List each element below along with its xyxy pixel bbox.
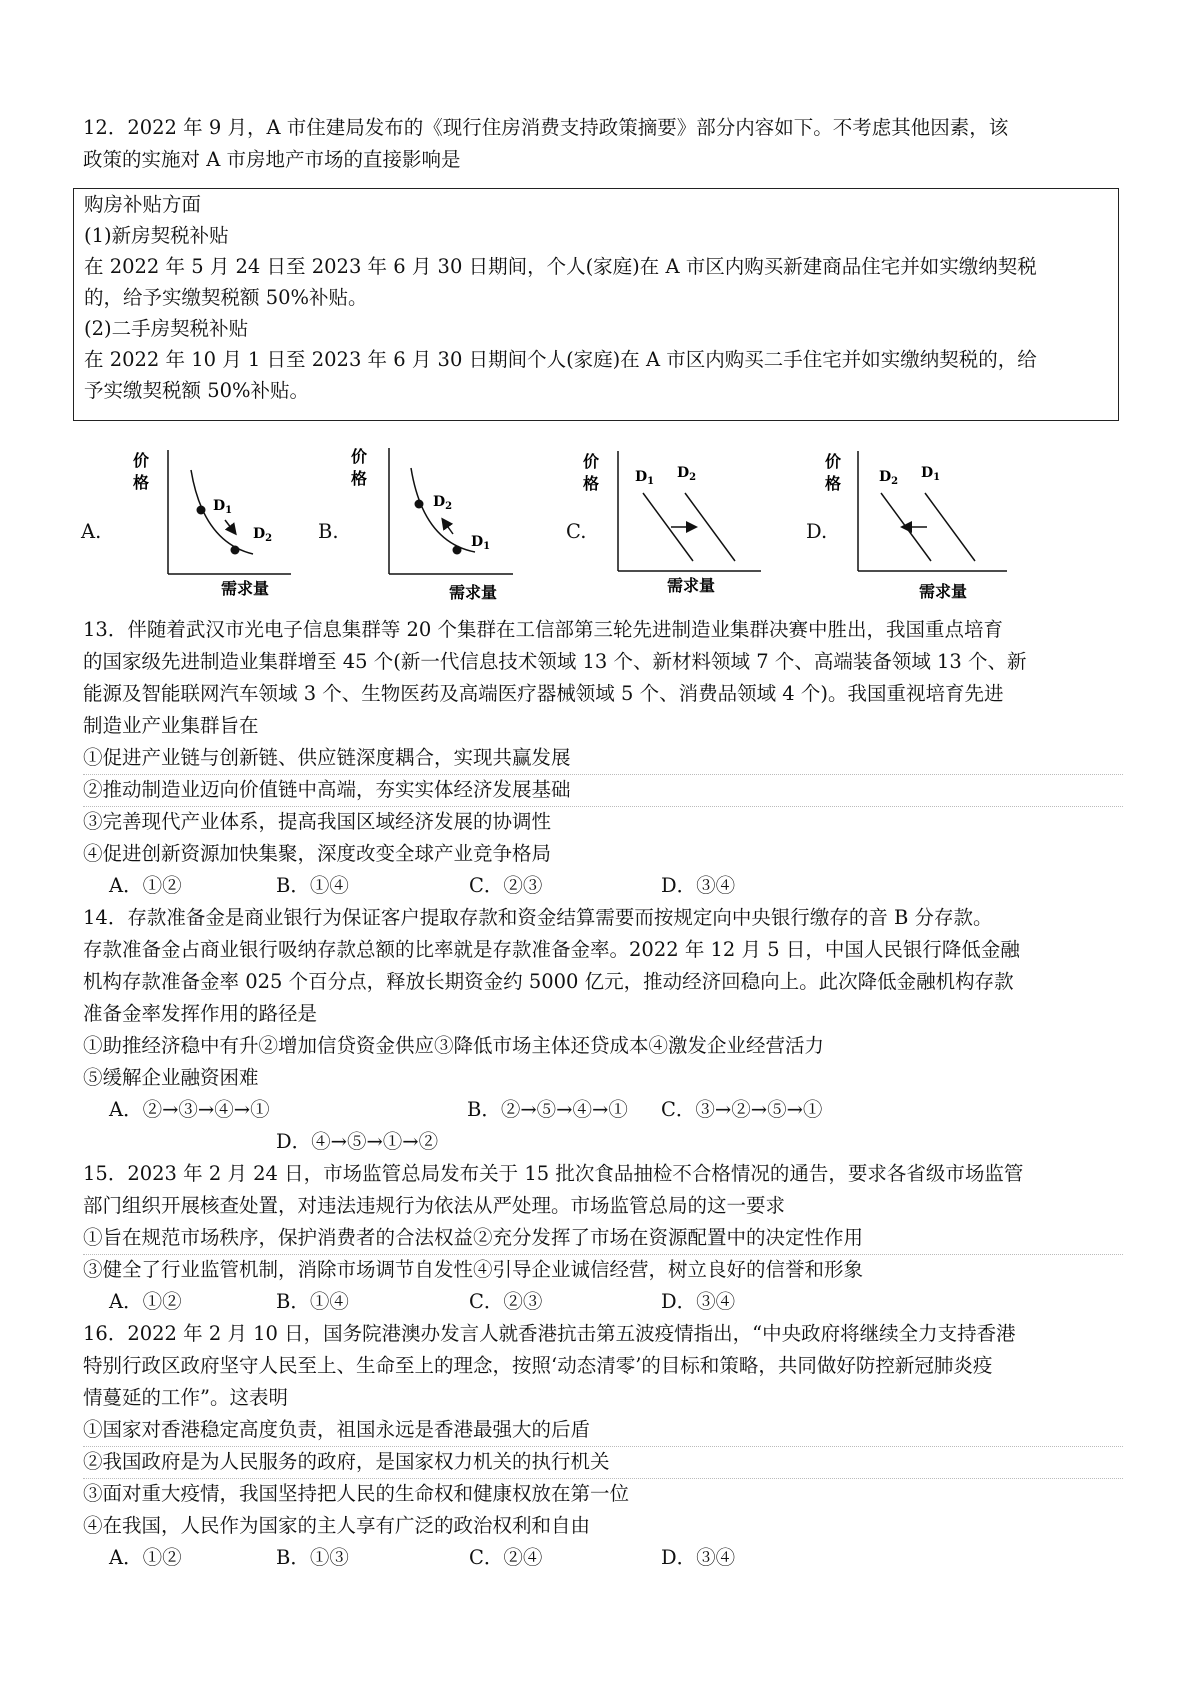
policy-item1-line2: 的，给予实缴契税额 50%补贴。 xyxy=(84,286,368,309)
q14-stem-line-4: 准备金率发挥作用的路径是 xyxy=(83,1002,318,1025)
label-d2: $D_2$ xyxy=(677,465,697,483)
q13-option-a[interactable]: A．①② xyxy=(109,874,182,897)
point-d1 xyxy=(197,506,206,515)
label-d1: $D_1$ xyxy=(635,469,655,487)
x-axis-label: 需求量 xyxy=(221,579,270,598)
q13-option-c[interactable]: C．②③ xyxy=(469,874,543,897)
q15-stem-line-2: 部门组织开展核查处置，对违法违规行为依法从严处理。市场监管总局的这一要求 xyxy=(83,1194,786,1217)
q16-option-c[interactable]: C．②④ xyxy=(469,1546,543,1569)
label-d1: $D_1$ xyxy=(213,498,233,516)
policy-item2-title: (2)二手房契税补贴 xyxy=(84,317,249,340)
label-d2: $D_2$ xyxy=(433,494,453,512)
y-axis-label: 价格 xyxy=(351,447,368,488)
label-d1: $D_1$ xyxy=(471,534,491,552)
policy-item2-line1: 在 2022 年 10 月 1 日至 2023 年 6 月 30 日期间个人(家庭)在 A 市区内购买二手住宅并如实缴纳契税的，给 xyxy=(84,348,1037,371)
graph-option-b-label: B. xyxy=(318,520,339,543)
policy-summary-box xyxy=(73,188,1119,421)
q14-option-b[interactable]: B．②→⑤→④→① xyxy=(467,1098,628,1121)
graph-option-d-label: D. xyxy=(806,520,828,543)
q14-stem-line-3: 机构存款准备金率 025 个百分点，释放长期资金约 5000 亿元，推动经济回稳向上。此次降低金融机构存款 xyxy=(83,970,1014,993)
q13-statement-2: ②推动制造业迈向价值链中高端，夯实实体经济发展基础 xyxy=(83,774,1123,807)
label-d2: $D_2$ xyxy=(879,469,899,487)
q16-stem-line-1: 16．2022 年 2 月 10 日，国务院港澳办发言人就香港抗击第五波疫情指出，“中央政府将继续全力支持香港 xyxy=(83,1322,1016,1345)
graph-option-a-label: A. xyxy=(81,520,102,543)
shift-arrow xyxy=(443,520,453,534)
demand-graph-c xyxy=(563,447,763,597)
y-axis-label-char1: 价格 xyxy=(133,451,150,492)
demand-curve xyxy=(411,468,475,552)
graph-option-c-label: C. xyxy=(566,520,587,543)
q15-option-a[interactable]: A．①② xyxy=(109,1290,182,1313)
q12-stem-line-2: 政策的实施对 A 市房地产市场的直接影响是 xyxy=(83,148,461,171)
q15-option-c[interactable]: C．②③ xyxy=(469,1290,543,1313)
point-d1 xyxy=(453,546,462,555)
policy-item1-title: (1)新房契税补贴 xyxy=(84,224,229,247)
q15-statements-line-2: ③健全了行业监管机制，消除市场调节自发性④引导企业诚信经营，树立良好的信誉和形象 xyxy=(83,1258,864,1281)
q16-statement-2: ②我国政府是为人民服务的政府，是国家权力机关的执行机关 xyxy=(83,1446,1123,1479)
point-d2 xyxy=(231,546,240,555)
q16-option-b[interactable]: B．①③ xyxy=(276,1546,349,1569)
q12-stem-line-1: 12．2022 年 9 月，A 市住建局发布的《现行住房消费支持政策摘要》部分内容如下。不考虑其他因素，该 xyxy=(83,116,1009,139)
q16-statement-3: ③面对重大疫情，我国坚持把人民的生命权和健康权放在第一位 xyxy=(83,1482,630,1505)
q14-stem-line-1: 14．存款准备金是商业银行为保证客户提取存款和资金结算需要而按规定向中央银行缴存的音 B 分存款。 xyxy=(83,906,993,929)
policy-heading: 购房补贴方面 xyxy=(84,193,202,216)
q16-stem-line-3: 情蔓延的工作”。这表明 xyxy=(83,1386,288,1409)
shift-arrow xyxy=(225,520,235,533)
y-axis-label: 价格 xyxy=(825,452,842,493)
demand-graph-a xyxy=(133,442,303,597)
q13-option-d[interactable]: D．③④ xyxy=(661,874,736,897)
q13-stem-line-4: 制造业产业集群旨在 xyxy=(83,714,259,737)
x-axis-label: 需求量 xyxy=(449,583,498,602)
q15-option-d[interactable]: D．③④ xyxy=(661,1290,736,1313)
label-d1: $D_1$ xyxy=(921,465,941,483)
q15-statements-line-1: ①旨在规范市场秩序，保护消费者的合法权益②充分发挥了市场在资源配置中的决定性作用 xyxy=(83,1222,1123,1255)
y-axis-label: 价格 xyxy=(583,452,600,493)
q14-statements-line-1: ①助推经济稳中有升②增加信贷资金供应③降低市场主体还贷成本④激发企业经营活力 xyxy=(83,1034,825,1057)
q13-stem-line-2: 的国家级先进制造业集群增至 45 个(新一代信息技术领域 13 个、新材料领域 7 个、高端装备领域 13 个、新 xyxy=(83,650,1027,673)
point-d2 xyxy=(415,500,424,509)
q13-statement-3: ③完善现代产业体系，提高我国区域经济发展的协调性 xyxy=(83,810,552,833)
label-d2: $D_2$ xyxy=(253,526,273,544)
demand-line-d1 xyxy=(925,493,975,561)
q15-stem-line-1: 15．2023 年 2 月 24 日，市场监管总局发布关于 15 批次食品抽检不合格情况的通告，要求各省级市场监管 xyxy=(83,1162,1024,1185)
q13-statement-4: ④促进创新资源加快集聚，深度改变全球产业竞争格局 xyxy=(83,842,552,865)
q14-stem-line-2: 存款准备金占商业银行吸纳存款总额的比率就是存款准备金率。2022 年 12 月 5 日，中国人民银行降低金融 xyxy=(83,938,1020,961)
q16-statement-4: ④在我国，人民作为国家的主人享有广泛的政治权利和自由 xyxy=(83,1514,591,1537)
demand-graph-d xyxy=(803,447,1013,602)
demand-graph-b xyxy=(353,442,523,602)
q14-option-d[interactable]: D．④→⑤→①→② xyxy=(276,1130,439,1153)
q15-option-b[interactable]: B．①④ xyxy=(276,1290,349,1313)
q14-option-c[interactable]: C．③→②→⑤→① xyxy=(661,1098,823,1121)
q13-option-b[interactable]: B．①④ xyxy=(276,874,349,897)
q16-option-d[interactable]: D．③④ xyxy=(661,1546,736,1569)
x-axis-label: 需求量 xyxy=(667,576,716,595)
policy-item2-line2: 予实缴契税额 50%补贴。 xyxy=(84,379,310,402)
q16-statement-1: ①国家对香港稳定高度负责，祖国永远是香港最强大的后盾 xyxy=(83,1414,1123,1447)
q16-stem-line-2: 特别行政区政府坚守人民至上、生命至上的理念，按照‘动态清零’的目标和策略，共同做好防控新冠肺炎疫 xyxy=(83,1354,993,1377)
q13-statement-1: ①促进产业链与创新链、供应链深度耦合，实现共赢发展 xyxy=(83,742,1123,775)
q14-option-a[interactable]: A．②→③→④→① xyxy=(109,1098,270,1121)
q14-statements-line-2: ⑤缓解企业融资困难 xyxy=(83,1066,259,1089)
q13-stem-line-3: 能源及智能联网汽车领域 3 个、生物医药及高端医疗器械领域 5 个、消费品领域 4 个)。我国重视培育先进 xyxy=(83,682,1004,705)
q13-stem-line-1: 13．伴随着武汉市光电子信息集群等 20 个集群在工信部第三轮先进制造业集群决赛中胜出，我国重点培育 xyxy=(83,618,1004,641)
q16-option-a[interactable]: A．①② xyxy=(109,1546,182,1569)
policy-item1-line1: 在 2022 年 5 月 24 日至 2023 年 6 月 30 日期间，个人(家庭)在 A 市区内购买新建商品住宅并如实缴纳契税 xyxy=(84,255,1037,278)
x-axis-label: 需求量 xyxy=(919,582,968,601)
